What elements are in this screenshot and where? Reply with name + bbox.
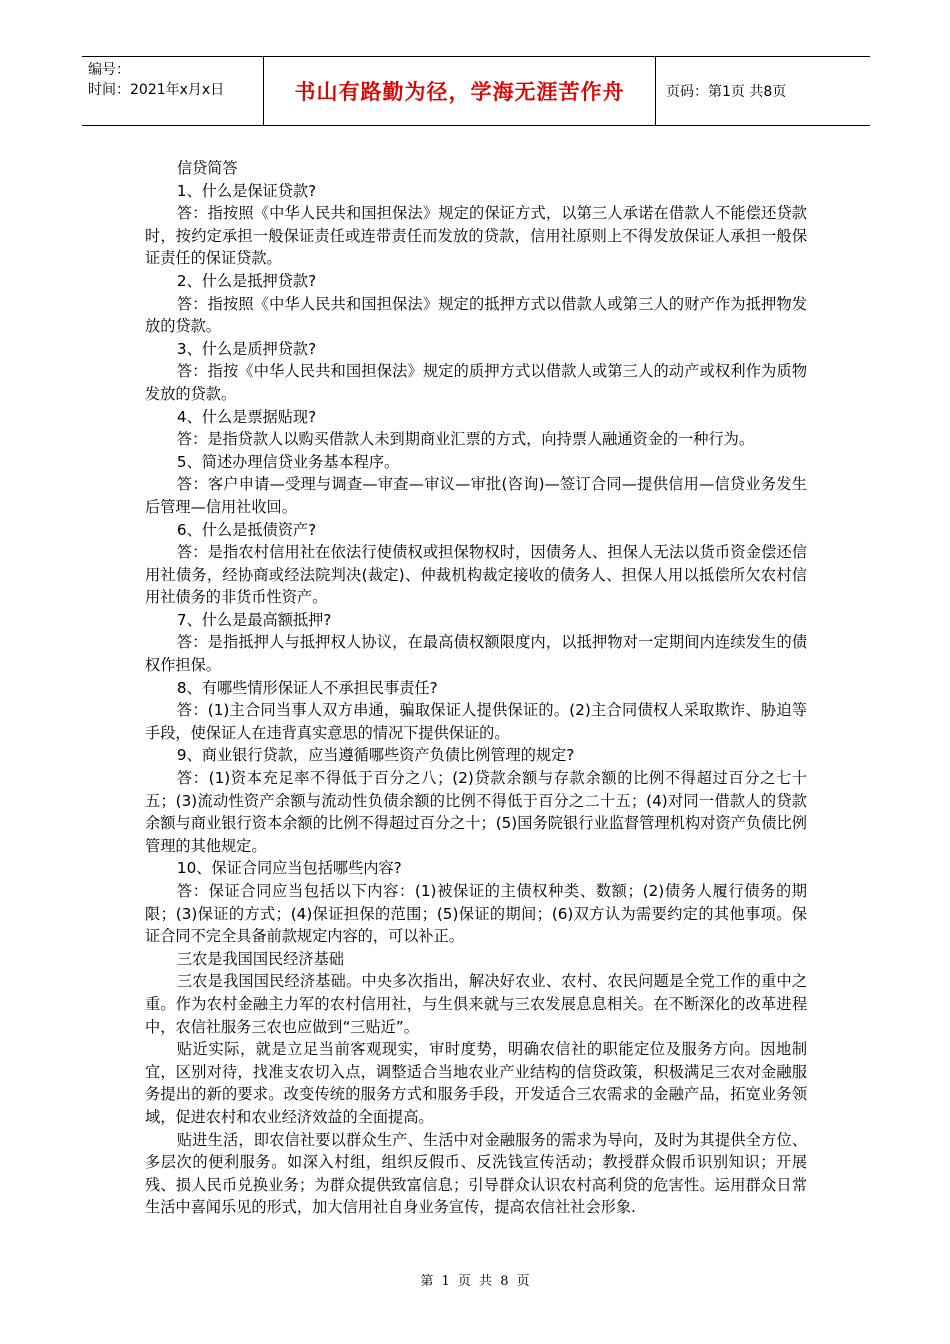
answer: 答：保证合同应当包括以下内容：(1)被保证的主债权种类、数额；(2)债务人履行债务的期限；(3)保证的方式；(4)保证担保的范围；(5)保证的期间；(6)双方认为需要约定的其他事项。保证合同不完全具备前款规定内容的，可以补正。 [145,882,807,946]
question: 9、商业银行贷款，应当遵循哪些资产负债比例管理的规定? [176,746,575,765]
answer: 答：指按《中华人民共和国担保法》规定的质押方式以借款人或第三人的动产或权利作为质物发放的贷款。 [145,362,807,403]
question: 1、什么是保证贷款? [176,181,317,200]
question: 4、什么是票据贴现? [176,407,317,426]
answer: 答：是指农村信用社在依法行使债权或担保物权时，因债务人、担保人无法以货币资金偿还信用社债务，经协商或经法院判决(裁定)、仲裁机构裁定接收的债务人、担保人用以抵偿所欠农村信用社债务的非货币性资产。 [145,543,807,607]
page-footer: 第 1 页 共 8 页 [420,1274,530,1289]
body-paragraph: 三农是我国国民经济基础。中央多次指出，解决好农业、农村、农民问题是全党工作的重中之重。作为农村金融主力军的农村信用社，与生俱来就与三农发展息息相关。在不断深化的改革进程中，农信社服务三农也应做到“三贴近”。 [145,972,807,1036]
document-body [145,157,807,1219]
section-title: 三农是我国国民经济基础 [176,949,344,968]
header-meta [82,57,264,125]
page-header [82,56,870,126]
header-page-info: 页码：第1页 共8页 [666,84,787,100]
question: 6、什么是抵债资产? [176,520,317,539]
time-label: 时间：2021年x月x日 [88,82,225,98]
answer: 答：(1)主合同当事人双方串通，骗取保证人提供保证的。(2)主合同债权人采取欺诈、胁迫等手段，使保证人在违背真实意思的情况下提供保证的。 [145,701,807,742]
answer: 答：是指抵押人与抵押权人协议，在最高债权额限度内，以抵押物对一定期间内连续发生的债权作担保。 [145,633,807,675]
answer: 答：指按照《中华人民共和国担保法》规定的抵押方式以借款人或第三人的财产作为抵押物发放的贷款。 [145,294,807,336]
header-motto: 书山有路勤为径，学海无涯苦作舟 [264,57,656,125]
answer: 答：客户申请—受理与调查—审查—审议—审批(咨询)—签订合同—提供信用—信贷业务发生后管理—信用社收回。 [145,475,807,516]
question: 7、什么是最高额抵押? [176,610,332,629]
serial-label: 编号： [88,62,130,78]
question: 8、有哪些情形保证人不承担民事责任? [176,678,438,697]
question: 5、简述办理信贷业务基本程序。 [176,452,400,471]
section-title: 信贷简答 [176,159,238,177]
answer: 答：指按照《中华人民共和国担保法》规定的保证方式，以第三人承诺在借款人不能偿还贷款时，按约定承担一般保证责任或连带责任而发放的贷款，信用社原则上不得发放保证人承担一般保证责任的保证贷款。 [145,204,807,268]
question: 2、什么是抵押贷款? [176,271,317,290]
body-paragraph: 贴近实际，就是立足当前客观现实，审时度势，明确农信社的职能定位及服务方向。因地制宜，区别对待，找准支农切入点，调整适合当地农业产业结构的信贷政策，积极满足三农对金融服务提出的新的要求。改变传统的服务方式和服务手段，开发适合三农需求的金融产品，拓宽业务领域，促进农村和农业经济效益的全面提高。 [145,1040,807,1126]
question: 10、保证合同应当包括哪些内容? [176,859,402,878]
answer: 答：(1)资本充足率不得低于百分之八；(2)贷款余额与存款余额的比例不得超过百分之七十五；(3)流动性资产余额与流动性负债余额的比例不得低于百分之二十五；(4)对同一借款人的贷款余额与商业银行资本余额的比例不得超过百分之十；(5)国务院银行业监督管理机构对资产负债比例管理的其他规定。 [145,769,807,855]
body-paragraph: 贴进生活，即农信社要以群众生产、生活中对金融服务的需求为导向，及时为其提供全方位、多层次的便利服务。如深入村组，组织反假币、反洗钱宣传活动；教授群众假币识别知识；开展残、损人民币兑换业务；为群众提供致富信息；引导群众认识农村高利贷的危害性。运用群众日常生活中喜闻乐见的形式，加大信用社自身业务宣传，提高农信社社会形象. [145,1130,807,1217]
answer: 答：是指贷款人以购买借款人未到期商业汇票的方式，向持票人融通资金的一种行为。 [176,430,755,449]
question: 3、什么是质押贷款? [176,339,317,358]
